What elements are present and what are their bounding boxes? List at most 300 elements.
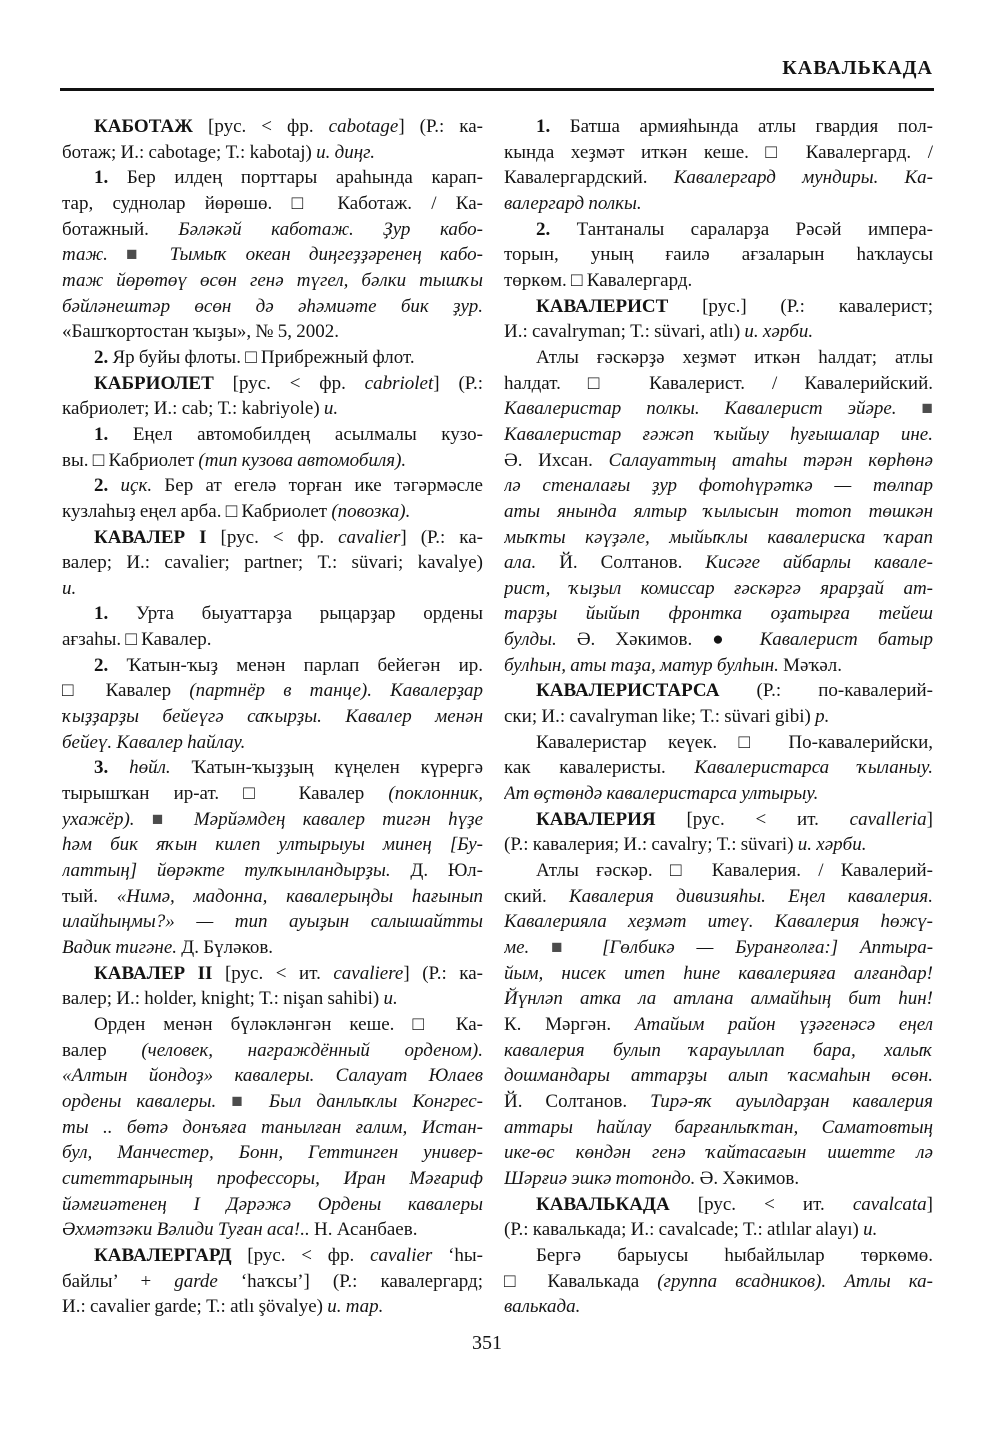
text-line (62, 601, 483, 627)
text-segment: (партнёр в танце). Кавалерҙар (189, 680, 483, 702)
text-segment: Әхмәтзәки Вәлиди Туған аса!.. (62, 1219, 310, 1241)
paragraph (504, 1243, 933, 1320)
text-segment: Бер ат егелә торған ике тәгәрмәсле (152, 475, 483, 497)
left-column (62, 114, 483, 1320)
text-segment: (Р.: кавалькада; И.: cavalcade; Т.: atlılar alayı) (504, 1219, 864, 1241)
text-segment: Ә. Ихсан. (504, 449, 609, 471)
text-segment: Мәҡәл. (778, 654, 843, 676)
text-segment: тырышҡан ир-ат. □ Кавалер (62, 783, 389, 805)
text-line (504, 627, 933, 653)
text-segment: ] (Р.: ка- (400, 526, 483, 548)
text-line (62, 268, 483, 294)
text-line (62, 730, 483, 756)
text-line (62, 448, 483, 474)
text-segment (529, 937, 551, 958)
text-line (62, 1089, 483, 1115)
text-segment: булһын, аты таҙа, матур булһын. (504, 654, 779, 676)
text-segment: и. диңг. (316, 141, 376, 163)
text-line (62, 832, 483, 858)
text-segment: и. хәрби. (744, 321, 814, 343)
text-segment (108, 757, 129, 778)
text-segment: Урта быуаттарҙа рыцарҙар ордены (108, 603, 483, 625)
text-segment: Орден менән бүләкләнгән кеше. □ Ка- (94, 1013, 483, 1035)
text-line (62, 986, 483, 1012)
text-segment: Ә. Хәкимов. (695, 1167, 800, 1189)
text-segment: ботаж; И.: cabotage; Т.: kabotaj) (62, 141, 317, 163)
paragraph (62, 1243, 483, 1320)
text-line (504, 576, 933, 602)
text-segment: Бәләкәй каботаж. Ҙур кабо- (178, 218, 483, 240)
text-segment: ситеттарының профессоры, Иран Мәғариф (62, 1167, 483, 1189)
text-segment: ски; И.: cavalryman like; Т.: süvari gibi) (504, 706, 816, 728)
text-line (62, 961, 483, 987)
text-segment (580, 937, 602, 958)
text-segment: валер; И.: holder, knight; Т.: nişan sahibi) (62, 988, 384, 1010)
text-line (62, 576, 483, 602)
text-segment: (повозка). (331, 500, 411, 522)
text-segment: КАВАЛЬКАДА (536, 1193, 670, 1215)
text-segment: Кавалерист батыр (759, 629, 933, 651)
text-line (62, 1038, 483, 1064)
text-segment: кузлаһыҙ еңел арба. □ Кабриолет (62, 500, 332, 522)
text-segment: ҡыҙҙарҙы бейеүгә саҡырҙы. Кавалер менән (62, 706, 483, 728)
text-segment: бейеү. Кавалер һайлау. (62, 731, 246, 753)
text-segment: Еңел автомобилдең асылмалы кузо- (108, 423, 483, 445)
paragraph (504, 114, 933, 217)
text-line (62, 1269, 483, 1295)
right-column (504, 114, 933, 1320)
text-segment: йәмғиәтенең I Дәрәжә Ордены кавалеры (62, 1193, 483, 1215)
text-segment: р. (815, 706, 830, 728)
text-segment: и. тар. (327, 1296, 384, 1318)
text-line (504, 525, 933, 551)
text-segment: cabotage (328, 116, 399, 137)
text-segment: ике-өс көндән генә ҡайтасағын ишетте лә (504, 1142, 933, 1164)
text-segment: (человек, награждённый орденом). (141, 1039, 483, 1061)
text-segment: 1. (94, 603, 109, 625)
text-segment: һалдат. □ Кавалерист. / Кавалерийский. (504, 372, 933, 394)
text-line (62, 550, 483, 576)
text-line (504, 371, 933, 397)
text-line (62, 294, 483, 320)
text-line (62, 499, 483, 525)
text-segment: КАВАЛЕР I (94, 526, 207, 548)
text-segment: КАВАЛЕРИСТ (536, 295, 669, 317)
text-segment: □ Кавалер (62, 680, 190, 702)
text-segment: cavalier (370, 1244, 433, 1266)
text-line (504, 165, 933, 191)
text-segment: ала. (504, 552, 537, 574)
text-segment: Й. Солтанов. (504, 1090, 651, 1112)
text-line (504, 1140, 933, 1166)
text-segment: [рус. < фр. (231, 1244, 371, 1266)
text-line (62, 1217, 483, 1243)
text-segment: мыҡты кәүҙәле, мыйыҡлы кавалериска ҡарап (504, 526, 933, 548)
text-segment: Атлы ғәскәрҙә хеҙмәт иткән һалдат; атлы (536, 346, 933, 368)
paragraph (504, 345, 933, 679)
text-segment: Тирә-яҡ ауылдарҙан кавалерия (650, 1090, 933, 1112)
text-segment: байлы’ + (62, 1270, 175, 1292)
text-segment: cavaliere (333, 962, 404, 984)
text-segment: 3. (94, 757, 109, 779)
text-segment: Ә. Хәкимов. ● (556, 629, 760, 651)
text-segment: Кавалеристар полкы. Кавалерист эйәре. (504, 398, 897, 420)
text-segment: И.: cavalier garde; Т.: atlı şövalye) (62, 1296, 328, 1318)
text-segment: ] (Р.: ка- (403, 962, 483, 984)
text-segment: ухажёр). (62, 808, 135, 830)
text-line (62, 627, 483, 653)
text-line (62, 525, 483, 551)
text-segment: Атайым район үҙәгенәсә еңел (634, 1013, 933, 1035)
text-segment: garde (174, 1270, 218, 1292)
text-line (504, 1038, 933, 1064)
text-line (62, 217, 483, 243)
text-segment: cavalcata (852, 1193, 927, 1215)
text-line (504, 1012, 933, 1038)
text-line (504, 807, 933, 833)
text-line (62, 396, 483, 422)
paragraph (62, 114, 483, 165)
text-line (504, 1166, 933, 1192)
text-segment: Вадик тигәне. (62, 937, 178, 958)
text-segment: ] (Р.: ка- (398, 116, 483, 137)
text-segment: (Р.: кавалерия; И.: cavalry; Т.: süvari) (504, 834, 798, 856)
text-line (504, 1217, 933, 1243)
text-line (62, 473, 483, 499)
text-segment: Кавалеристар кеүек. □ По-кавалерийски, (536, 731, 933, 753)
header-rule (60, 88, 934, 91)
text-segment: КАВАЛЕРИЯ (536, 808, 656, 830)
text-segment: [рус. < ит. (212, 962, 334, 984)
text-segment: □ Кавалькада (504, 1270, 658, 1292)
text-segment: Яр буйы флоты. □ Прибрежный флот. (108, 346, 415, 368)
text-line (504, 473, 933, 499)
text-line (504, 114, 933, 140)
text-segment: «Нимә, мадонна, кавалерыңды һағынып (116, 885, 483, 907)
text-segment: (поклонник, (388, 783, 483, 805)
text-segment: ] (Р.: (433, 372, 483, 394)
text-line (62, 678, 483, 704)
text-line (62, 1243, 483, 1269)
paragraph (62, 371, 483, 422)
text-segment: «Алтын йондоҙ» кавалеры. Салауат Юлаев (62, 1065, 483, 1087)
text-segment: [рус. < фр. (213, 372, 365, 394)
text-segment: тар, суднолар йөрөшө. □ Каботаж. / Ка- (62, 192, 483, 214)
text-segment: валер (62, 1039, 142, 1061)
text-line (504, 858, 933, 884)
text-segment: cabriolet (364, 372, 434, 394)
text-segment: лә стеналағы ҙур фотоһүрәткә — төлпар (504, 475, 933, 497)
text-segment: торын, уның ғаилә ағзаларын һаҡлаусы (504, 244, 933, 266)
text-segment: [Гөлбикә — Буранғолға:] Аптыра- (602, 937, 933, 958)
text-segment: [рус. < ит. (669, 1193, 853, 1215)
text-segment: КАВАЛЕР II (94, 962, 213, 984)
page-number: 351 (472, 1332, 502, 1354)
text-line (62, 858, 483, 884)
paragraph (504, 1192, 933, 1243)
text-line (504, 1243, 933, 1269)
text-line (62, 422, 483, 448)
text-line (62, 1294, 483, 1320)
text-segment: 1. (536, 116, 551, 137)
paragraph (62, 345, 483, 371)
text-segment: Был данлыҡлы Конгрес- (268, 1090, 483, 1112)
text-segment: 2. (94, 346, 109, 368)
text-segment: һәм бик яҡын килеп ултырыуы минең [Бу- (62, 834, 483, 856)
text-line (504, 1269, 933, 1295)
text-segment: Батша армияһында атлы гвардия пол- (550, 116, 933, 137)
text-line (62, 345, 483, 371)
text-line (504, 448, 933, 474)
text-line (504, 704, 933, 730)
example-marker-icon: ■ (231, 1090, 254, 1112)
text-line (504, 1089, 933, 1115)
text-line (504, 961, 933, 987)
text-segment: Тымыҡ океан диңгеҙҙәренең кабо- (169, 244, 483, 266)
text-segment: Бер илдең порттары араһында карап- (108, 167, 483, 189)
text-segment: и. (62, 577, 77, 599)
text-line (504, 909, 933, 935)
text-segment: и. (863, 1219, 878, 1241)
text-segment: и. (323, 398, 339, 420)
text-segment: «Башҡортостан ҡыҙы», № 5, 2002. (62, 321, 340, 343)
text-line (504, 294, 933, 320)
text-segment: 1. (94, 167, 109, 189)
text-line (62, 781, 483, 807)
text-line (62, 140, 483, 166)
text-line (504, 653, 933, 679)
text-line (504, 755, 933, 781)
example-marker-icon: ■ (551, 937, 581, 958)
text-segment: ский. (504, 885, 570, 907)
text-segment: cavalier (338, 526, 401, 548)
text-line (504, 601, 933, 627)
text-segment: ‘һы- (432, 1244, 483, 1266)
text-segment: кында хеҙмәт иткән кеше. □ Кавалергард. / (504, 141, 933, 163)
text-segment: КАБРИОЛЕТ (94, 372, 214, 394)
text-segment: йым, нисек итеп һине кавалерияға алғандар! (504, 962, 933, 984)
text-segment: [рус.] (Р.: кавалерист; (668, 295, 933, 317)
text-segment: тый. (62, 885, 117, 907)
text-segment: таж. (62, 244, 108, 266)
text-segment: Салауаттың атаһы тәрән көрһөнә (608, 449, 933, 471)
paragraph (504, 217, 933, 294)
text-segment: төркөм. □ Кавалергард. (504, 269, 693, 291)
text-line (504, 242, 933, 268)
text-segment: 2. (94, 475, 109, 497)
text-segment: Ҡатын-ҡыҙҙың күңелен күрергә (170, 757, 483, 779)
text-line (62, 1166, 483, 1192)
text-segment: латтың] йөрәкте тулҡынландырҙы. (62, 860, 391, 882)
text-segment: Шәрғиә эшкә тотондо. (504, 1167, 696, 1189)
text-segment: вы. □ Кабриолет (62, 449, 199, 471)
text-line (504, 781, 933, 807)
text-segment: ] (926, 808, 933, 830)
text-segment: и. хәрби. (797, 834, 867, 856)
text-segment: Мәрйәмдең кавалер тигән һүҙе (193, 808, 483, 830)
text-segment: һөйл. (129, 757, 171, 779)
text-segment: Й. Солтанов. (536, 552, 706, 574)
paragraph (62, 525, 483, 602)
text-line (504, 986, 933, 1012)
text-line (62, 935, 483, 961)
text-line (62, 653, 483, 679)
text-segment: Ат өҫтөндә кавалеристарса ултырыу. (504, 783, 819, 805)
text-segment: илайһыңмы?» — тип ауыҙын салышайтты (62, 911, 483, 933)
text-line (62, 165, 483, 191)
text-segment: иҫк. (120, 475, 153, 497)
text-segment: ботажный. (62, 218, 179, 240)
text-segment: кавалерия булып ҡарауыллап бара, халыҡ (504, 1039, 933, 1061)
text-segment: [рус. < фр. (192, 116, 329, 137)
text-segment: бул, Манчестер, Бонн, Геттинген универ- (62, 1142, 483, 1164)
text-line (504, 268, 933, 294)
text-segment: Кисәге айбарлы кавале- (705, 552, 933, 574)
text-segment: Атлы ғәскәр. □ Кавалерия. / Кавалерий- (536, 860, 933, 882)
text-segment: и. (383, 988, 398, 1010)
text-segment: (группа всадников). Атлы ка- (657, 1270, 933, 1292)
text-segment: ағзаһы. □ Кавалер. (62, 629, 212, 651)
text-segment: валькада. (504, 1296, 581, 1318)
text-line (62, 909, 483, 935)
text-segment: тарҙы йыйып фронтка оҙатырға тейеш (504, 603, 933, 625)
text-line (504, 935, 933, 961)
text-segment: ‘һаҡсы’] (Р.: кавалергард; (217, 1270, 483, 1292)
text-segment: Д. Юл- (390, 860, 483, 882)
paragraph (62, 165, 483, 345)
text-segment: кабриолет; И.: cab; Т.: kabriyole) (62, 398, 324, 420)
text-line (62, 1115, 483, 1141)
text-segment (135, 809, 152, 830)
text-line (504, 191, 933, 217)
text-segment: Кавалергардский. (504, 167, 674, 189)
text-segment: Кавалергард мундиры. Ка- (673, 167, 933, 189)
text-line (62, 191, 483, 217)
text-segment: ] (926, 1193, 933, 1215)
text-segment: бәйләнештәр өсөн дә әһәмиәте бик ҙур. (62, 295, 483, 317)
text-segment: таж йөрөтөү өсөн генә түгел, бәлки тышҡы (62, 269, 483, 291)
text-segment: cavalleria (849, 808, 927, 830)
text-segment: [рус. < ит. (655, 808, 850, 830)
example-marker-icon: ■ (151, 808, 177, 830)
text-segment: Тантаналы сараларҙа Рәсәй импера- (550, 218, 933, 240)
text-line (504, 832, 933, 858)
text-line (62, 755, 483, 781)
text-segment: КАВАЛЕРИСТАРСА (536, 680, 720, 702)
text-segment (108, 244, 126, 265)
text-line (62, 1140, 483, 1166)
text-line (504, 140, 933, 166)
text-segment: К. Мәргән. (504, 1013, 635, 1035)
text-segment: (Р.: по-кавалерий- (719, 680, 933, 702)
text-segment: КАБОТАЖ (94, 116, 193, 137)
paragraph (62, 601, 483, 652)
paragraph (62, 422, 483, 473)
text-segment (177, 809, 194, 830)
paragraph (504, 678, 933, 729)
text-segment: [рус. < фр. (206, 526, 339, 548)
text-segment: Н. Асанбаев. (309, 1219, 418, 1241)
text-line (504, 345, 933, 371)
paragraph (504, 807, 933, 858)
running-head: КАВАЛЬКАДА (782, 57, 933, 79)
text-segment: валергард полкы. (504, 192, 642, 214)
text-segment (254, 1091, 269, 1112)
text-segment: аты янында ялтыр ҡылысын тотоп төшкән (504, 500, 933, 522)
text-line (62, 371, 483, 397)
text-segment: Кавалерияла хеҙмәт итеү. Кавалерия һөжү- (504, 911, 933, 933)
text-line (62, 242, 483, 268)
text-line (62, 704, 483, 730)
text-segment: валер; И.: cavalier; partner; Т.: süvari; kavalye) (62, 552, 483, 574)
text-segment: Бергә барыусы һыбайлылар төркөмө. (536, 1244, 933, 1266)
text-segment (216, 1091, 231, 1112)
text-line (62, 1192, 483, 1218)
text-line (504, 1192, 933, 1218)
text-segment: 1. (94, 423, 109, 445)
paragraph (62, 473, 483, 524)
text-segment (108, 475, 120, 496)
text-segment: как кавалеристы. (504, 757, 695, 779)
paragraph (62, 1012, 483, 1243)
text-line (504, 730, 933, 756)
text-line (504, 1063, 933, 1089)
text-line (504, 884, 933, 910)
text-segment: Кавалеристар ғәжәп ҡыйыу һуғышалар ине. (504, 423, 933, 445)
text-segment: Йүнләп атка ла атлана алмайһың бит һин! (504, 988, 933, 1010)
text-line (504, 1294, 933, 1320)
text-columns (62, 114, 933, 1320)
text-segment: Кавалерия дивизияһы. Еңел кавалерия. (569, 885, 933, 907)
example-marker-icon: ■ (126, 244, 152, 266)
text-segment: 2. (536, 218, 551, 240)
paragraph (62, 755, 483, 960)
text-segment: Д. Бүләков. (177, 937, 274, 958)
paragraph (62, 653, 483, 756)
text-segment: ордены кавалеры. (62, 1090, 217, 1112)
text-line (504, 499, 933, 525)
text-line (62, 319, 483, 345)
text-line (504, 422, 933, 448)
text-segment: аттары һайлау барғанлыҡтан, Саматовтың (504, 1116, 933, 1138)
text-line (62, 884, 483, 910)
text-segment: рист, ҡыҙыл комиссар ғәскәргә ярарҙай ат- (504, 577, 933, 599)
text-line (504, 678, 933, 704)
text-segment (152, 244, 170, 265)
paragraph (504, 294, 933, 345)
example-marker-icon: ■ (921, 398, 933, 420)
paragraph (504, 730, 933, 807)
text-segment: КАВАЛЕРГАРД (94, 1244, 232, 1266)
text-line (504, 217, 933, 243)
text-line (62, 114, 483, 140)
paragraph (504, 858, 933, 1192)
paragraph (62, 961, 483, 1012)
text-line (62, 1063, 483, 1089)
text-segment: Ҡатын-ҡыҙ менән парлап бейегән ир. (108, 654, 483, 676)
text-line (504, 396, 933, 422)
text-line (62, 1012, 483, 1038)
text-segment: 2. (94, 654, 109, 676)
text-segment: булды. (504, 629, 557, 651)
text-segment: И.: cavalryman; Т.: süvari, atlı) (504, 321, 745, 343)
text-segment: Кавалеристарса ҡыланыу. (694, 757, 933, 779)
text-line (62, 807, 483, 833)
text-segment: дошмандары аттарҙы алып ҡасмаһын өсөн. (504, 1065, 933, 1087)
text-segment: (тип кузова автомобиля). (198, 449, 407, 471)
text-segment: ты .. бөтә донъяға танылған ғалим, Истан- (62, 1116, 483, 1138)
text-line (504, 319, 933, 345)
